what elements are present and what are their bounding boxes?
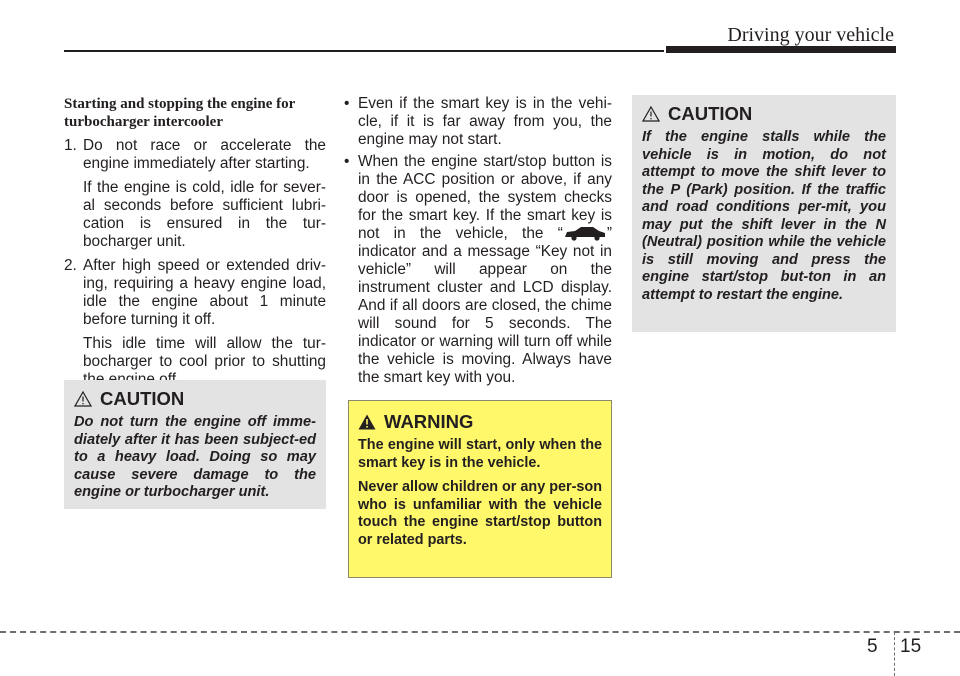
page-number: 15 (900, 636, 922, 657)
subheading: Starting and stopping the engine for turbocharger intercooler (64, 96, 296, 130)
bullet-item (344, 153, 612, 387)
caution-title: CAUTION (100, 388, 185, 409)
warning-paragraph: Never allow children or any per-son who is unfamiliar with the vehicle touch the engine start/stop button or related parts. (358, 479, 602, 548)
warning-header (358, 411, 602, 433)
warning-title: WARNING (384, 411, 474, 432)
item-number: 1. (64, 137, 77, 154)
list-item (64, 137, 326, 173)
caution-text: Do not turn the engine off imme-diately after it has been subject-ed to a heavy load. Doing so may cause severe damage to the engine or turbocharger unit. (74, 414, 316, 500)
item-number: 2. (64, 257, 77, 274)
left-column (64, 95, 326, 389)
car-key-indicator-icon (563, 225, 607, 241)
caution-triangle-icon (74, 391, 92, 407)
bullet-text-before: When the engine start/stop button is in the ACC position or above, if any door is opened, the system checks for the smart key. If the smart key is not in the vehicle, the “ (358, 153, 612, 242)
item-text: Do not race or accelerate the engine immediately after starting. (83, 137, 326, 172)
item-text: After high speed or extended driv-ing, requiring a heavy engine load, idle the engine about 1 minute before turning it off. (83, 257, 326, 328)
caution-text: If the engine stalls while the vehicle is in motion, do not attempt to move the shift lever to the P (Park) position. If the traffic and road conditions per-mit, you may put the shift lever in the N (Neutral) position while the vehicle is still moving and press the engine start/stop but-ton in an attempt to restart the engine. (642, 129, 886, 303)
item-subtext: This idle time will allow the tur-bocharger to cool prior to shutting (83, 335, 326, 370)
chapter-number: 5 (867, 636, 878, 657)
warning-paragraph: The engine will start, only when the smart key is in the vehicle. (358, 437, 602, 471)
list-item (64, 257, 326, 329)
bullet-text-after: ” indicator and a message “Key not in vehicle” will appear on the instrument cluster and LCD display. And if all doors are closed, the chime will sound for 5 seconds. The indicator or warning will turn off while the vehicle is moving. Always have the smart key with you. (358, 225, 612, 386)
warning-box (348, 400, 612, 578)
caution-box (64, 380, 326, 509)
warning-triangle-icon (358, 414, 376, 430)
footer-divider (894, 632, 895, 676)
item-subtext: If the engine is cold, idle for sever-al seconds before sufficient lubri-cation is ensured in the tur-bocharger unit. (83, 179, 326, 250)
middle-column (344, 95, 612, 387)
caution-header (74, 388, 316, 410)
caution-title: CAUTION (668, 103, 753, 124)
header-rule (64, 50, 664, 52)
header-rule-thick (666, 46, 896, 53)
caution-header (642, 103, 886, 125)
bullet-item (344, 95, 612, 149)
bullet-text: Even if the smart key is in the vehi-cle, if it is far away from you, the engine may not start. (358, 95, 612, 148)
section-title: Driving your vehicle (727, 24, 894, 46)
caution-box (632, 95, 896, 332)
footer-rule (0, 631, 960, 633)
caution-triangle-icon (642, 106, 660, 122)
bullet-dot: • (344, 153, 350, 170)
bullet-dot: • (344, 95, 350, 112)
